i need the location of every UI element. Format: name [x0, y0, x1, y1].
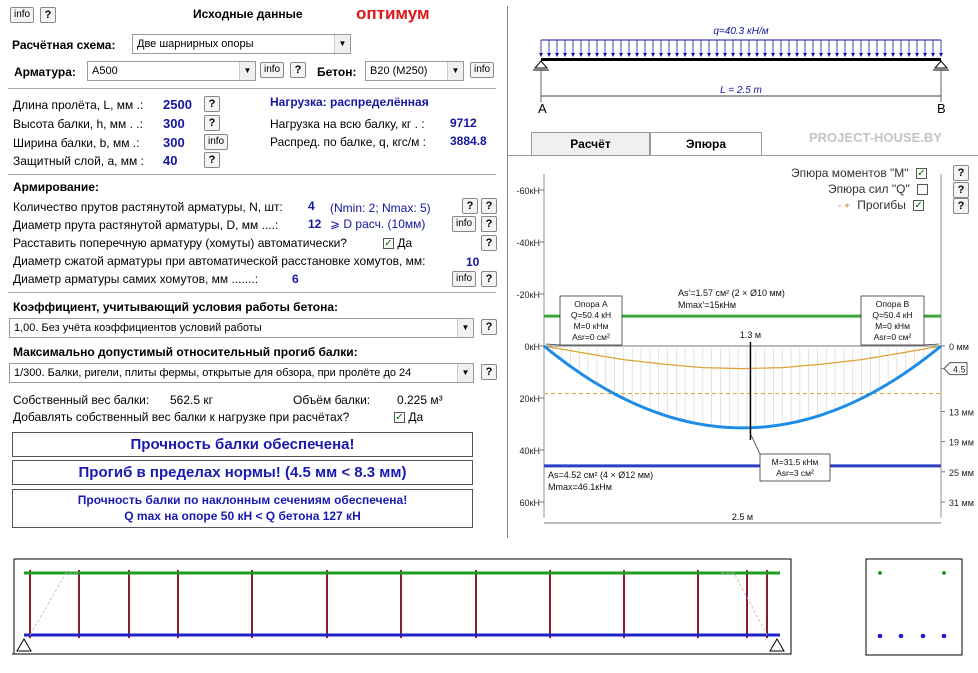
load-arrow-head — [651, 53, 655, 57]
shear-guide — [30, 573, 79, 635]
deflection-tick-label: 25 мм — [949, 467, 974, 478]
moment-chart — [508, 156, 978, 536]
stirrups-group — [30, 570, 767, 638]
load-arrow-head — [595, 53, 599, 57]
load-arrow-head — [851, 53, 855, 57]
rebar-count-value[interactable]: 4 — [308, 199, 315, 213]
rebar-label: Арматура: — [14, 65, 76, 79]
load-arrow-head — [923, 53, 927, 57]
load-arrow-head — [843, 53, 847, 57]
load-arrow-head — [579, 53, 583, 57]
add-weight-checkbox[interactable] — [394, 410, 423, 424]
load-arrow-head — [571, 53, 575, 57]
load-arrow-head — [731, 53, 735, 57]
legend-forces-help[interactable]: ? — [953, 182, 969, 198]
moment-curve — [544, 346, 941, 428]
legend-forces-label: Эпюра сил "Q" — [828, 182, 910, 196]
bottom-bar-dot — [921, 634, 926, 639]
optimum-label[interactable]: оптимум — [356, 4, 430, 23]
deflection-result: Прогиб в пределах нормы! (4.5 мм < 8.3 мм) — [12, 460, 473, 485]
mid-pointer — [750, 434, 760, 454]
deflection-select[interactable] — [9, 363, 474, 383]
load-arrow-head — [779, 53, 783, 57]
load-arrow-head — [899, 53, 903, 57]
load-arrows — [539, 40, 943, 57]
load-type-title: Нагрузка: распределённая — [270, 95, 429, 109]
check-icon: ✓ — [914, 200, 923, 212]
support-b-pointer — [924, 344, 939, 345]
shear-result-line2: Q max на опоре 50 кН < Q бетона 127 кН — [124, 509, 361, 523]
load-arrow-head — [891, 53, 895, 57]
legend-deflection-help[interactable]: ? — [953, 198, 969, 214]
param-length-help[interactable]: ? — [204, 96, 220, 112]
load-arrow-head — [555, 53, 559, 57]
load-arrow-head — [795, 53, 799, 57]
load-arrow-head — [563, 53, 567, 57]
legend-moments-label: Эпюра моментов "M" — [791, 166, 909, 180]
rebar-diam-note: ⩾ D расч. (10мм) — [330, 217, 426, 231]
load-arrow-head — [659, 53, 663, 57]
bottom-bar-dot — [878, 634, 883, 639]
support-b-box-line: Asr=0 см² — [873, 332, 912, 342]
scheme-select-value: Две шарнирных опоры — [137, 38, 254, 50]
load-arrow-head — [859, 53, 863, 57]
divider — [8, 292, 496, 293]
page-title: Исходные данные — [193, 7, 303, 21]
mid-position-label: 1.3 м — [739, 330, 762, 340]
comp-rebar-label: Диаметр сжатой арматуры при автоматической расстановке хомутов, мм: — [13, 254, 426, 268]
rebar-help-button[interactable]: ? — [290, 62, 306, 78]
chevron-down-icon: ▼ — [239, 62, 255, 80]
concrete-select[interactable] — [365, 61, 464, 81]
shear-result-line1: Прочность балки по наклонным сечениям обеспечена! — [77, 493, 408, 507]
comp-rebar-value[interactable]: 10 — [466, 255, 480, 269]
help-button[interactable]: ? — [40, 7, 56, 23]
concrete-select-value: B20 (M250) — [370, 65, 428, 77]
coef-title: Коэффициент, учитывающий условия работы бетона: — [13, 300, 339, 314]
rebar-diam-info[interactable]: info — [452, 216, 476, 232]
load-dist-label: Распред. по балке, q, кгс/м : — [270, 135, 426, 149]
load-arrow-head — [939, 53, 943, 57]
chevron-down-icon: ▼ — [447, 62, 463, 80]
load-arrow-head — [787, 53, 791, 57]
load-arrow-head — [811, 53, 815, 57]
deflection-title: Максимально допустимый относительный прогиб балки: — [13, 345, 358, 359]
span-label: 2.5 м — [731, 512, 754, 522]
chevron-down-icon: ▼ — [457, 364, 473, 382]
stirrups-auto-checkbox[interactable] — [383, 236, 412, 250]
bottom-bar-dot — [942, 634, 947, 639]
load-arrow-head — [931, 53, 935, 57]
reinforcement-title: Армирование: — [13, 180, 99, 194]
concrete-label: Бетон: — [317, 65, 357, 79]
load-arrow-head — [699, 53, 703, 57]
load-arrow-head — [755, 53, 759, 57]
support-b-box-line: M=0 кНм — [875, 321, 910, 331]
support-b-icon — [933, 61, 949, 70]
load-arrow-head — [715, 53, 719, 57]
brand-label: PROJECT-HOUSE.BY — [809, 130, 942, 145]
deflection-help[interactable]: ? — [481, 364, 497, 380]
stirrup-diam-info[interactable]: info — [452, 271, 476, 287]
load-arrow-head — [803, 53, 807, 57]
rebar-count-range: (Nmin: 2; Nmax: 5) — [330, 201, 431, 215]
support-left-icon — [12, 639, 36, 654]
load-arrow-head — [907, 53, 911, 57]
support-a-label: A — [538, 101, 547, 116]
stirrups-auto-label: Расставить поперечную арматуру (хомуты) автоматически? — [13, 236, 347, 250]
tab-calc[interactable]: Расчёт — [531, 132, 650, 156]
deflection-tick-label: 4.5 — [953, 364, 966, 375]
load-arrow-head — [667, 53, 671, 57]
load-arrow-head — [603, 53, 607, 57]
y-tick-label: -40кН — [516, 238, 540, 248]
scheme-label: Расчётная схема: — [12, 38, 116, 52]
beam-line — [541, 58, 941, 61]
load-total-value[interactable]: 9712 — [450, 116, 477, 130]
load-arrow-head — [747, 53, 751, 57]
param-height-value[interactable]: 300 — [163, 116, 185, 131]
load-dist-value[interactable]: 3884.8 — [450, 134, 487, 148]
support-b-box-line: Опора В — [875, 299, 910, 309]
load-total-label: Нагрузка на всю балку, кг . : — [270, 117, 425, 131]
deflection-curve — [544, 346, 941, 369]
rebar-select-value: A500 — [92, 65, 118, 77]
legend-deflection-label: Прогибы — [857, 198, 906, 212]
support-right-icon — [764, 639, 790, 654]
bottom-bar-dot — [899, 634, 904, 639]
load-arrow-head — [611, 53, 615, 57]
rebar-select[interactable] — [87, 61, 256, 81]
support-b-label: B — [937, 101, 946, 116]
load-arrow-head — [619, 53, 623, 57]
bottom-rebar-moment-label: Mmax=46.1кНм — [548, 481, 612, 492]
mid-moment-box-line: M=31.5 кНм — [771, 457, 819, 467]
beam-drawing — [0, 548, 978, 673]
support-a-pointer — [546, 344, 560, 345]
scheme-select[interactable] — [132, 34, 351, 54]
support-a-box-line: Опора А — [574, 299, 608, 309]
y-tick-label: 60кН — [519, 498, 540, 508]
load-arrow-head — [707, 53, 711, 57]
add-weight-label: Добавлять собственный вес балки к нагрузке при расчётах? — [13, 410, 350, 424]
check-icon: ✓ — [917, 168, 926, 180]
y-tick-label: 20кН — [519, 394, 540, 404]
support-a-box-line: Asr=0 см² — [572, 332, 610, 342]
length-label: L = 2.5 m — [720, 85, 762, 96]
rebar-count-help[interactable]: ? — [462, 198, 478, 214]
diagonal-guides — [30, 573, 767, 635]
param-cover-value[interactable]: 40 — [163, 153, 178, 168]
add-weight-check-label: Да — [408, 410, 424, 424]
legend-moments-help[interactable]: ? — [953, 165, 969, 181]
y-tick-label: 0кН — [524, 342, 540, 352]
load-arrow-head — [675, 53, 679, 57]
self-weight-value: 562.5 кг — [170, 393, 213, 407]
load-arrow-head — [915, 53, 919, 57]
info-button[interactable]: info — [10, 7, 34, 23]
support-a-icon — [533, 61, 549, 70]
load-scheme — [508, 0, 978, 125]
rebar-diam-value[interactable]: 12 — [308, 217, 322, 231]
volume-label: Объём балки: — [293, 393, 371, 407]
mid-moment-box-line: Asr=3 см² — [776, 468, 814, 478]
rebar-count-help-2[interactable]: ? — [481, 198, 497, 214]
top-rebar-label: As'=1.57 см² (2 × Ø10 мм) — [678, 288, 785, 299]
stirrup-diam-help[interactable]: ? — [481, 271, 497, 287]
load-arrow-head — [819, 53, 823, 57]
tab-diagram[interactable]: Эпюра — [650, 132, 762, 156]
coef-help[interactable]: ? — [481, 319, 497, 335]
load-arrow-head — [875, 53, 879, 57]
load-arrow-head — [539, 53, 543, 57]
y-tick-label: -60кН — [516, 186, 540, 196]
load-arrow-head — [867, 53, 871, 57]
deflection-tick-label: 0 мм — [949, 342, 969, 352]
param-width-value[interactable]: 300 — [163, 135, 185, 150]
shear-result — [12, 489, 473, 528]
legend-deflection-prefix: - + — [838, 201, 850, 212]
load-arrow-head — [883, 53, 887, 57]
load-arrow-head — [739, 53, 743, 57]
load-arrow-head — [627, 53, 631, 57]
coef-select-value: 1,00. Без учёта коэффициентов условий работы — [14, 322, 262, 334]
param-length-label: Длина пролёта, L, мм .: — [13, 98, 144, 112]
coef-select[interactable] — [9, 318, 474, 338]
deflection-tick-label: 31 мм — [949, 498, 974, 508]
load-arrow-head — [723, 53, 727, 57]
load-arrow-head — [635, 53, 639, 57]
load-arrow-head — [643, 53, 647, 57]
param-cover-help[interactable]: ? — [204, 152, 220, 168]
param-height-label: Высота балки, h, мм . .: — [13, 117, 143, 131]
bottom-rebar-label: As=4.52 см² (4 × Ø12 мм) — [548, 469, 654, 480]
rebar-info-button[interactable]: info — [260, 62, 284, 78]
shear-guide — [720, 573, 767, 635]
deflection-tick-label: 13 мм — [949, 407, 974, 418]
strength-result: Прочность балки обеспечена! — [12, 432, 473, 457]
param-width-label: Ширина балки, b, мм .: — [13, 136, 140, 150]
divider — [8, 88, 496, 89]
top-rebar-moment-label: Mmax'=15кНм — [678, 300, 737, 311]
support-a-box-line: M=0 кНм — [573, 321, 609, 331]
load-arrow-head — [587, 53, 591, 57]
stirrup-diam-label: Диаметр арматуры самих хомутов, мм .......: — [13, 272, 259, 286]
param-length-value[interactable]: 2500 — [163, 97, 192, 112]
param-width-info[interactable]: info — [204, 134, 228, 150]
self-weight-label: Собственный вес балки: — [13, 393, 150, 407]
rebar-count-label: Количество прутов растянутой арматуры, N, шт: — [13, 200, 283, 214]
load-arrow-head — [827, 53, 831, 57]
concrete-info-button[interactable]: info — [470, 62, 494, 78]
load-arrow-head — [547, 53, 551, 57]
load-arrow-head — [763, 53, 767, 57]
check-icon: ✓ — [395, 412, 404, 424]
load-arrow-head — [835, 53, 839, 57]
y-tick-label: -20кН — [516, 290, 540, 300]
deflection-select-value: 1/300. Балки, ригели, плиты фермы, открытые для обзора, при пролёте до 24 — [14, 367, 412, 379]
rebar-diam-help[interactable]: ? — [481, 216, 497, 232]
check-icon: ✓ — [384, 238, 393, 250]
param-height-help[interactable]: ? — [204, 115, 220, 131]
y-tick-label: 40кН — [519, 446, 540, 456]
top-bar-dot — [942, 571, 946, 575]
support-b-box-line: Q=50.4 кН — [872, 310, 913, 320]
load-arrow-head — [771, 53, 775, 57]
divider — [8, 174, 496, 175]
stirrup-diam-value[interactable]: 6 — [292, 272, 299, 286]
load-arrow-head — [691, 53, 695, 57]
q-label: q=40.3 кН/м — [713, 26, 769, 37]
support-a-box-line: Q=50.4 кН — [570, 310, 612, 320]
param-cover-label: Защитный слой, a, мм : — [13, 154, 144, 168]
chevron-down-icon: ▼ — [334, 35, 350, 53]
stirrups-auto-check-label: Да — [397, 236, 413, 250]
load-arrow-head — [683, 53, 687, 57]
rebar-diam-label: Диаметр прута растянутой арматуры, D, мм ....: — [13, 218, 279, 232]
volume-value: 0.225 м³ — [397, 393, 443, 407]
stirrups-help[interactable]: ? — [481, 235, 497, 251]
chevron-down-icon: ▼ — [457, 319, 473, 337]
deflection-tick-label: 19 мм — [949, 437, 974, 448]
top-bar-dot — [878, 571, 882, 575]
